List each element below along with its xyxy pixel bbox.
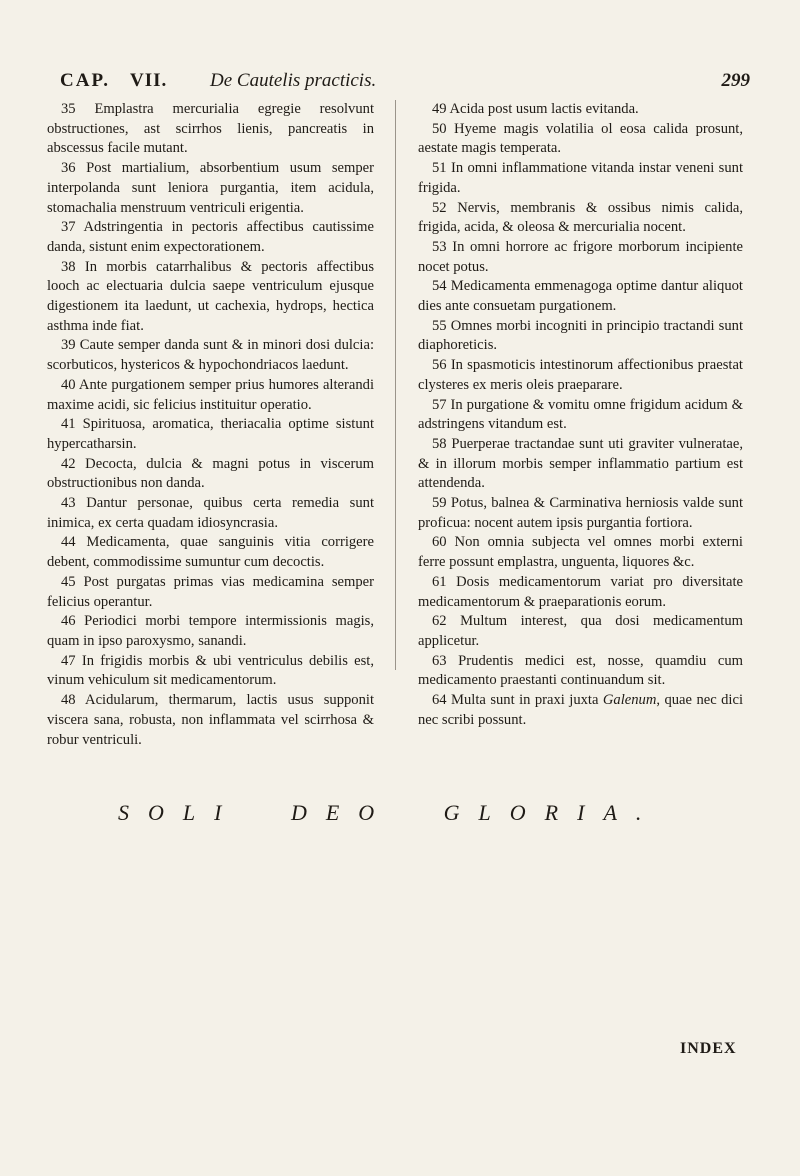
aphorism-text: Non omnia subjecta vel omnes morbi externi ferre possunt emplastra, unguenta, liquores &c. bbox=[418, 534, 743, 571]
right-column bbox=[418, 100, 743, 731]
aphorism-number: 38 bbox=[61, 258, 76, 275]
page-number: 299 bbox=[721, 70, 750, 91]
aphorism-number: 47 bbox=[61, 652, 76, 669]
aphorism-item bbox=[47, 652, 374, 691]
aphorism-item bbox=[47, 573, 374, 612]
aphorism-text: Decocta, dulcia & magni potus in viscerum obstructionibus non danda. bbox=[47, 455, 374, 492]
aphorism-item bbox=[47, 415, 374, 454]
aphorism-item bbox=[47, 100, 374, 159]
aphorism-text: Multa sunt in praxi juxta bbox=[451, 692, 603, 709]
aphorism-text: Multum interest, qua dosi medicamentum applicetur. bbox=[418, 613, 743, 649]
aphorism-number: 45 bbox=[61, 573, 76, 590]
aphorism-item bbox=[47, 258, 374, 337]
aphorism-text: Emplastra mercurialia egregie resolvunt obstructiones, ast scirrhos lienis, pancreatis in abscessus facile mutant. bbox=[47, 101, 374, 157]
aphorism-number: 60 bbox=[432, 534, 447, 551]
aphorism-number: 53 bbox=[432, 238, 447, 255]
aphorism-italic-name: Galenum bbox=[602, 692, 657, 709]
aphorism-text: In omni inflammatione vitanda instar veneni sunt frigida. bbox=[418, 160, 743, 196]
aphorism-number: 43 bbox=[61, 495, 76, 512]
aphorism-text: Adstringentia in pectoris affectibus cautissime danda, sistunt enim expectorationem. bbox=[47, 219, 374, 255]
aphorism-text: Spirituosa, aromatica, theriacalia optime sistunt hypercatharsin. bbox=[47, 416, 374, 452]
aphorism-text: Hyeme magis volatilia ol eosa calida prosunt, aestate magis temperata. bbox=[418, 120, 743, 157]
aphorism-number: 64 bbox=[432, 692, 447, 709]
aphorism-number: 54 bbox=[432, 278, 447, 295]
aphorism-item bbox=[418, 494, 743, 533]
aphorism-number: 63 bbox=[432, 652, 447, 669]
aphorism-number: 52 bbox=[432, 199, 447, 216]
aphorism-number: 50 bbox=[432, 120, 447, 137]
aphorism-text: Periodici morbi tempore intermissionis magis, quam in ipso paroxysmo, sanandi. bbox=[47, 613, 374, 649]
motto-word: GLORIA. bbox=[443, 800, 661, 825]
aphorism-item bbox=[418, 435, 743, 494]
aphorism-number: 55 bbox=[432, 317, 447, 334]
header-chapter: VII. bbox=[130, 70, 168, 91]
aphorism-text: Potus, balnea & Carminativa herniosis valde sunt proficua: nocent autem ipsis purgantia fortiora. bbox=[418, 495, 743, 531]
aphorism-number: 48 bbox=[61, 692, 76, 709]
aphorism-item bbox=[47, 218, 374, 257]
aphorism-text: Dosis medicamentorum variat pro diversitate medicamentorum & praeparationis eorum. bbox=[418, 573, 743, 610]
aphorism-text: Medicamenta emmenagoga optime dantur aliquot dies ante consuetam purgationem. bbox=[418, 278, 743, 315]
aphorism-item bbox=[418, 533, 743, 572]
aphorism-number: 49 bbox=[432, 101, 447, 117]
aphorism-number: 44 bbox=[61, 534, 76, 551]
aphorism-text: Nervis, membranis & ossibus nimis calida, frigida, acida, & oleosa & mercurialia nocent. bbox=[418, 199, 743, 236]
aphorism-text: In spasmoticis intestinorum affectionibus praestat clysteres ex meris oleis praeparare. bbox=[418, 357, 743, 393]
aphorism-item bbox=[47, 533, 374, 572]
aphorism-text: In purgatione & vomitu omne frigidum acidum & adstringens vitandum est. bbox=[418, 396, 743, 433]
aphorism-number: 41 bbox=[61, 416, 76, 433]
aphorism-text: Dantur personae, quibus certa remedia sunt inimica, ex certa quadam idiosyncrasia. bbox=[47, 495, 374, 531]
aphorism-item bbox=[418, 277, 743, 316]
aphorism-number: 39 bbox=[61, 337, 76, 354]
motto-word: SOLI bbox=[118, 800, 241, 825]
aphorism-item bbox=[418, 691, 743, 730]
aphorism-text: In omni horrore ac frigore morborum incipiente nocet potus. bbox=[418, 238, 743, 275]
aphorism-number: 58 bbox=[432, 435, 447, 452]
left-column bbox=[47, 100, 374, 750]
aphorism-number: 62 bbox=[432, 613, 447, 630]
aphorism-item bbox=[47, 494, 374, 533]
aphorism-number: 59 bbox=[432, 495, 447, 512]
aphorism-item bbox=[418, 652, 743, 691]
aphorism-item bbox=[47, 455, 374, 494]
aphorism-number: 61 bbox=[432, 573, 447, 590]
aphorism-text: Puerperae tractandae sunt uti graviter vulneratae, & in illorum morbis semper inflammatio partium est attendenda. bbox=[418, 435, 743, 492]
closing-motto bbox=[118, 800, 661, 826]
aphorism-item bbox=[418, 100, 743, 120]
aphorism-item bbox=[47, 159, 374, 218]
aphorism-item bbox=[418, 612, 743, 651]
aphorism-number: 40 bbox=[61, 376, 76, 393]
aphorism-item bbox=[418, 159, 743, 198]
aphorism-text: Post purgatas primas vias medicamina semper felicius operantur. bbox=[47, 573, 374, 610]
motto-word: DEO bbox=[290, 800, 394, 825]
aphorism-item bbox=[418, 573, 743, 612]
aphorism-number: 56 bbox=[432, 357, 447, 374]
aphorism-number: 37 bbox=[61, 219, 76, 236]
aphorism-item bbox=[47, 691, 374, 750]
aphorism-number: 51 bbox=[432, 160, 447, 177]
aphorism-text: Omnes morbi incogniti in principio tractandi sunt diaphoreticis. bbox=[418, 317, 743, 354]
aphorism-text: Ante purgationem semper prius humores alterandi maxime acidi, sic felicius instituitur operatio. bbox=[47, 376, 374, 413]
aphorism-item bbox=[418, 199, 743, 238]
aphorism-item bbox=[47, 612, 374, 651]
aphorism-text: Post martialium, absorbentium usum semper interpolanda sunt leniora purgantia, item acidula, stomachalia menstruum ventriculi erigentia. bbox=[47, 160, 374, 216]
aphorism-text: Medicamenta, quae sanguinis vitia corrigere debent, commodissime sumuntur cum decoctis. bbox=[47, 534, 374, 571]
catchword: INDEX bbox=[680, 1040, 737, 1057]
aphorism-number: 46 bbox=[61, 613, 76, 630]
aphorism-number: 42 bbox=[61, 455, 76, 472]
column-divider bbox=[395, 100, 396, 670]
header-title: De Cautelis practicis. bbox=[210, 70, 377, 91]
aphorism-text: Caute semper danda sunt & in minori dosi dulcia: scorbuticos, hystericos & hypochondriacos laedunt. bbox=[47, 337, 374, 374]
aphorism-item bbox=[418, 356, 743, 395]
aphorism-text: Acidularum, thermarum, lactis usus supponit viscera sana, robusta, non inflammata vel scirrhosa & robur ventriculi. bbox=[47, 692, 375, 748]
aphorism-text: Prudentis medici est, nosse, quamdiu cum medicamento praestanti continuandum sit. bbox=[418, 652, 743, 689]
aphorism-item bbox=[418, 238, 743, 277]
aphorism-text: In frigidis morbis & ubi ventriculus debilis est, vinum vehiculum sit medicamentorum. bbox=[47, 652, 374, 689]
aphorism-item bbox=[418, 396, 743, 435]
aphorism-text-continued: , quae nec dici nec scribi possunt. bbox=[418, 692, 744, 728]
aphorism-item bbox=[418, 120, 743, 159]
aphorism-text: In morbis catarrhalibus & pectoris affectibus looch ac electuaria dulcia saepe ventriculum ejusque digestionem ita laedunt, ut cachexia, hydrops, hectica asthma inde fiat. bbox=[47, 258, 374, 334]
aphorism-item bbox=[47, 336, 374, 375]
header-cap: CAP. bbox=[60, 70, 111, 91]
aphorism-item bbox=[47, 376, 374, 415]
aphorism-item bbox=[418, 317, 743, 356]
aphorism-text: Acida post usum lactis evitanda. bbox=[449, 101, 639, 117]
aphorism-number: 35 bbox=[61, 101, 76, 117]
aphorism-number: 36 bbox=[61, 160, 76, 177]
aphorism-number: 57 bbox=[432, 396, 447, 413]
